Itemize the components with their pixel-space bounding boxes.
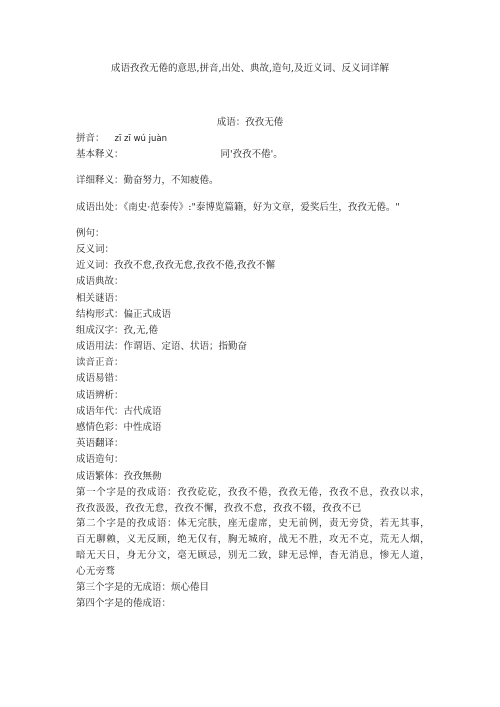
sentiment: 感情色彩：中性成语 — [76, 422, 162, 433]
allusion: 成语典故： — [76, 276, 124, 288]
entry-list — [76, 131, 430, 612]
fourth-char-idioms: 第四个字是的倦成语： — [76, 597, 172, 609]
english-translation: 英语翻译： — [76, 438, 124, 450]
basic-meaning-label: 基本释义： — [76, 149, 124, 161]
era: 成语年代：古代成语 — [76, 405, 162, 417]
common-mistakes: 成语易错： — [76, 373, 124, 385]
spacer — [76, 163, 430, 173]
spacer — [76, 216, 430, 226]
second-char-idioms: 第二个字是的孜成语：体无完肤，座无虚席，史无前例，责无旁贷，若无其事，百无聊赖，义无反顾，绝无仅有，胸无城府，战无不胜，攻无不克，荒无人烟，暗无天日，身无分文，毫无顾忌，别无二致，肆无忌惮，杳无消息，惨无人道，心无旁骛 — [76, 518, 430, 577]
related-riddle: 相关谜语： — [76, 292, 124, 304]
distinction: 成语辨析： — [76, 389, 124, 401]
first-char-idioms: 第一个字是的孜成语：孜孜矻矻，孜孜不倦，孜孜无倦，孜孜不息，孜孜以求，孜孜汲汲，孜孜无怠，孜孜不懈，孜孜不怠，孜孜不辍，孜孜不已 — [76, 486, 430, 514]
idiom-heading: 成语：孜孜无倦 — [216, 117, 284, 128]
antonyms: 反义词： — [76, 243, 115, 255]
pinyin-label: 拼音： — [76, 133, 105, 144]
traditional-form: 成语繁体：孜孜無勌 — [76, 470, 162, 482]
usage: 成语用法：作谓语、定语、状语；指勤奋 — [76, 341, 248, 353]
example-sentence: 例句： — [76, 227, 105, 239]
third-char-idioms: 第三个字是的无成语：烦心倦目 — [76, 581, 210, 593]
synonyms: 近义词：孜孜不怠,孜孜无怠,孜孜不倦,孜孜不懈 — [76, 260, 276, 272]
component-chars: 组成汉字：孜,无,倦 — [76, 324, 159, 336]
pinyin-row — [76, 131, 430, 147]
basic-meaning-value: 同'孜孜不倦'。 — [220, 149, 283, 161]
detail-meaning: 详细释义：勤奋努力，不知疲倦。 — [76, 175, 219, 187]
pinyin-value: zī zī wú juàn — [114, 134, 167, 144]
structure-form: 结构形式：偏正式成语 — [76, 308, 172, 320]
pronunciation-note: 读音正音： — [76, 357, 124, 369]
idiom-source: 成语出处：《南史·范泰传》:"泰博览篇籍，好为文章，爱奖后生，孜孜无倦。" — [76, 201, 400, 213]
sentence-making: 成语造句： — [76, 454, 124, 466]
page-title: 成语孜孜无倦的意思,拼音,出处、典故,造句,及近义词、反义词详解 — [110, 63, 390, 74]
spacer — [76, 190, 430, 200]
basic-meaning-row — [76, 147, 430, 163]
